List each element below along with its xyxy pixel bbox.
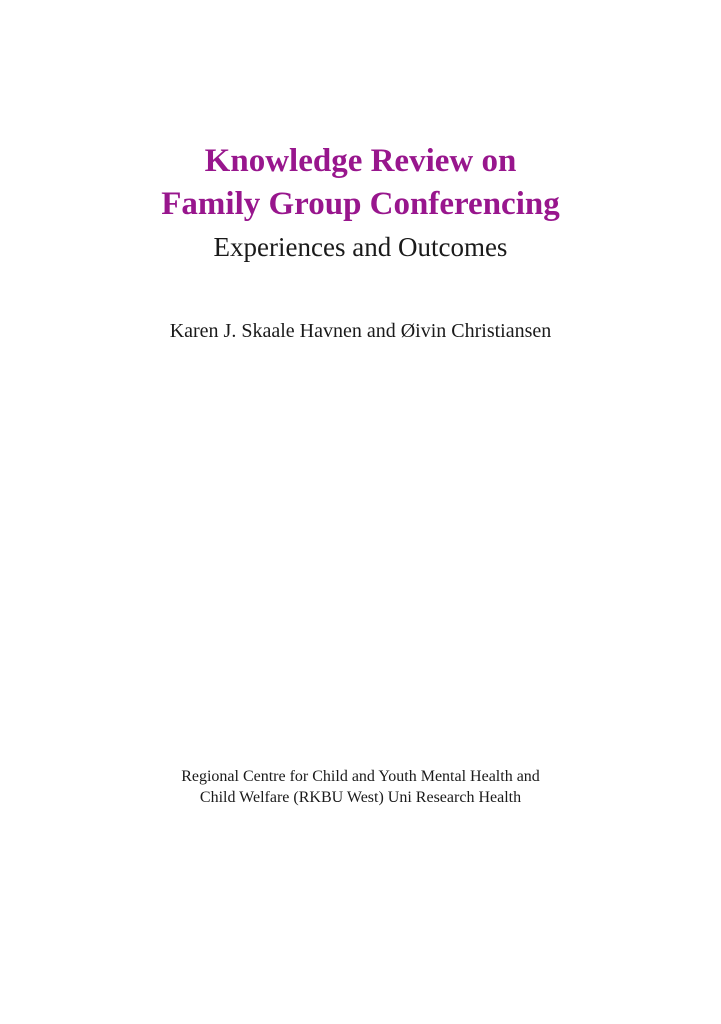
publisher — [0, 766, 721, 808]
publisher-line-1: Regional Centre for Child and Youth Mental Health and — [181, 768, 540, 785]
document-subtitle: Experiences and Outcomes — [213, 232, 508, 262]
title-line-1: Knowledge Review on — [204, 143, 517, 179]
document-title — [0, 140, 721, 226]
title-line-2: Family Group Conferencing — [161, 186, 560, 222]
publisher-line-2: Child Welfare (RKBU West) Uni Research Health — [199, 789, 522, 806]
authors: Karen J. Skaale Havnen and Øivin Christiansen — [169, 320, 552, 342]
